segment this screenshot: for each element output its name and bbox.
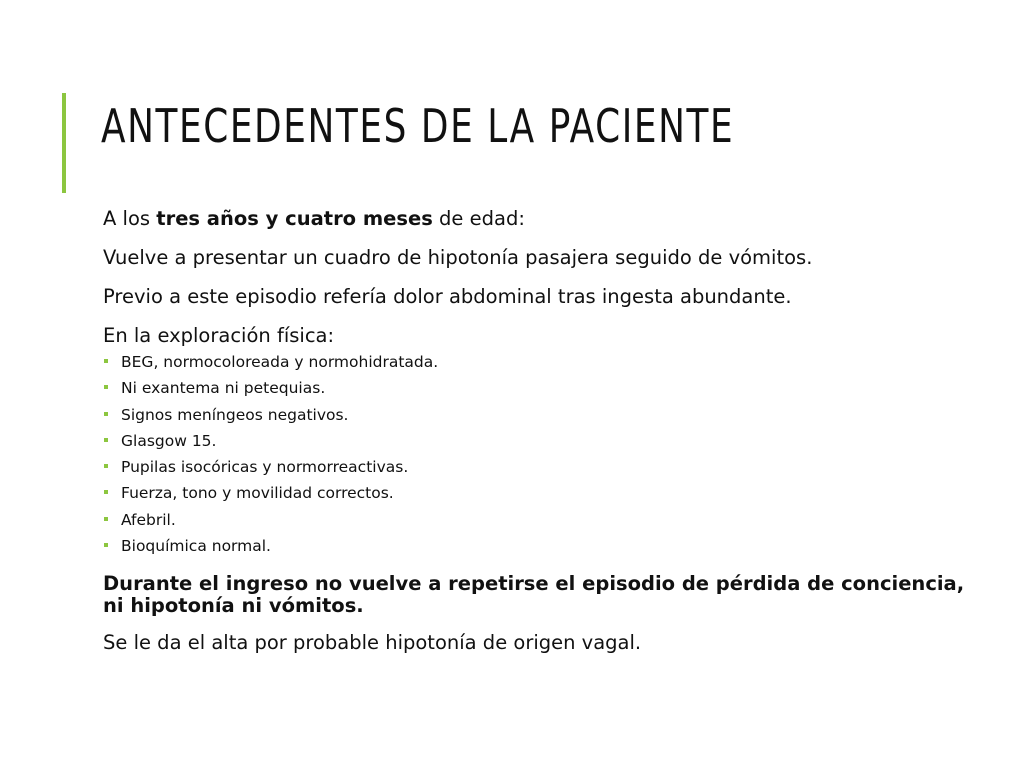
exam-heading: En la exploración física: [103,324,335,347]
list-item [103,507,983,533]
exam-list [103,349,983,559]
intro-suffix: de edad: [432,207,525,230]
list-item-text: BEG, normocoloreada y normohidratada. [121,353,439,371]
list-item [103,428,983,454]
intro-prefix: A los [103,207,157,230]
title-accent-bar [62,93,66,193]
list-item-text: Glasgow 15. [121,431,217,450]
intro-emphasis: tres años y cuatro meses [156,207,433,230]
list-item-text: Bioquímica normal. [121,537,271,556]
admission-note: Durante el ingreso no vuelve a repetirse el episodio de pérdida de conciencia, ni hipotonía ni vómitos. [103,572,965,618]
list-item [103,454,983,480]
paragraph-abdominal-pain: Previo a este episodio refería dolor abdominal tras ingesta abundante. [103,285,792,308]
list-item [103,349,983,375]
bullet-square-icon [104,517,108,521]
bullet-square-icon [104,464,108,468]
list-item [103,533,983,559]
list-item-text: Afebril. [121,510,176,529]
bullet-square-icon [104,359,108,363]
bullet-square-icon [104,438,108,442]
discharge-note: Se le da el alta por probable hipotonía de origen vagal. [103,631,642,655]
intro-line [103,206,983,232]
list-item [103,375,983,401]
list-item-text: Ni exantema ni petequias. [121,379,326,398]
paragraph-hypotonia: Vuelve a presentar un cuadro de hipotonía pasajera seguido de vómitos. [103,246,813,269]
list-item-text: Signos meníngeos negativos. [121,405,349,424]
list-item-text: Pupilas isocóricas y normorreactivas. [121,458,409,477]
bullet-square-icon [104,490,108,494]
list-item [103,402,983,428]
bullet-square-icon [104,543,108,547]
slide-content [103,206,983,669]
bullet-square-icon [104,385,108,389]
bullet-square-icon [104,412,108,416]
slide-title: ANTECEDENTES DE LA PACIENTE [101,99,735,153]
list-item [103,480,983,506]
list-item-text: Fuerza, tono y movilidad correctos. [121,484,394,503]
